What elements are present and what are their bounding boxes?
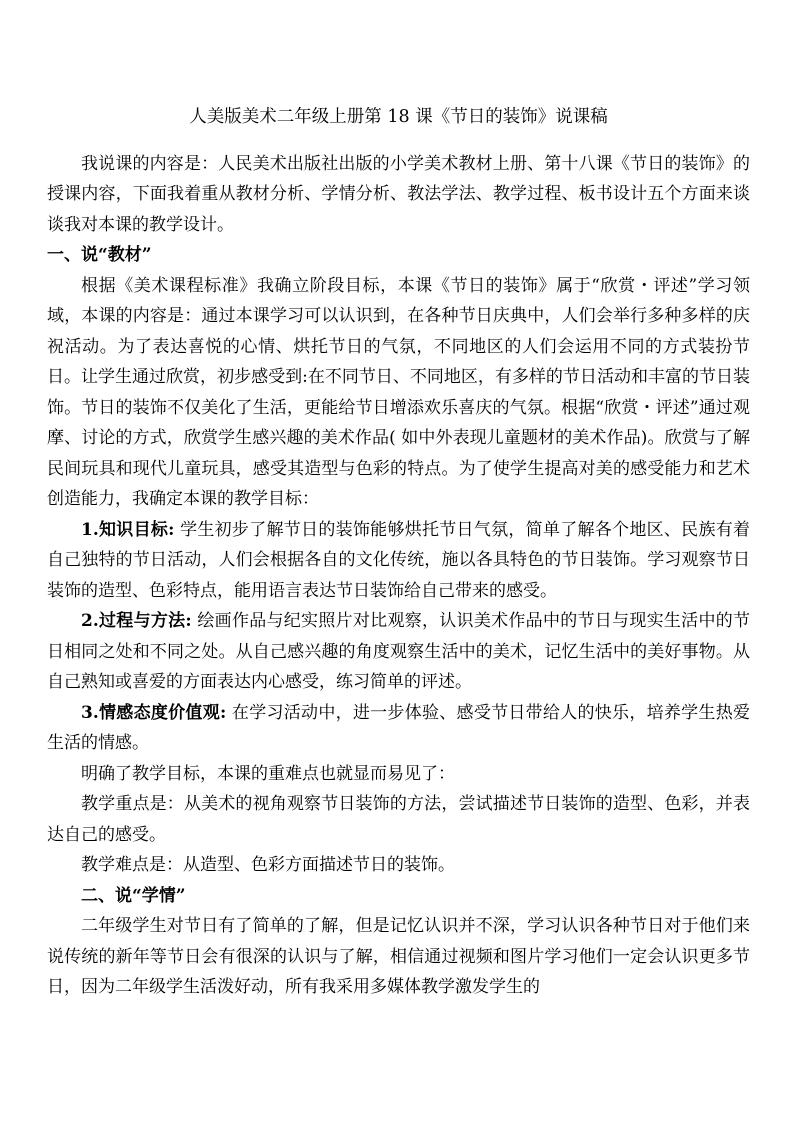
goal-1-lead: 1.知识目标: (81, 519, 175, 540)
goal-1-text: 学生初步了解节日的装饰能够烘托节日气氛，简单了解各个地区、民族有着自己独特的节日活动，人们会根据各自的文化传统，施以各具特色的节日装饰。学习观察节日装饰的造型、色彩特点，能用语言表达节日装饰给自己带来的感受。 (47, 519, 750, 601)
intro-paragraph: 我说课的内容是：人民美术出版社出版的小学美术教材上册、第十八课《节日的装饰》的授课内容，下面我着重从教材分析、学情分析、教法学法、教学过程、板书设计五个方面来谈谈我对本课的教学设计。 (47, 153, 750, 235)
section-2-heading: 二、说“学情” (81, 885, 186, 906)
goal-2-paragraph (47, 606, 750, 698)
section-2-paragraph: 二年级学生对节日有了简单的了解，但是记忆认识并不深，学习认识各种节日对于他们来说传统的新年等节日会有很深的认识与了解，相信通过视频和图片学习他们一定会认识更多节日，因为二年级学生活泼好动，所有我采用多媒体教学激发学生的 (47, 916, 750, 997)
goal-2-lead: 2.过程与方法: (81, 611, 192, 631)
goal-3-paragraph (47, 698, 750, 759)
clear-goals-paragraph: 明确了教学目标，本课的重难点也就显而易见了： (81, 763, 455, 784)
goal-3-text: 在学习活动中，进一步体验、感受节日带给人的快乐，培养学生热爱生活的情感。 (47, 702, 750, 753)
document-title: 人美版美术二年级上册第 18 课《节日的装饰》说课稿 (189, 107, 608, 127)
difficulty-paragraph: 教学难点是：从造型、色彩方面描述节日的装饰。 (81, 855, 455, 875)
key-point-paragraph: 教学重点是：从美术的视角观察节日装饰的方法，尝试描述节日装饰的造型、色彩，并表达自己的感受。 (47, 794, 750, 845)
goal-2-text: 绘画作品与纪实照片对比观察，认识美术作品中的节日与现实生活中的节日相同之处和不同之处。从自己感兴趣的角度观察生活中的美术，记忆生活中的美好事物。从自己熟知或喜爱的方面表达内心感受，练习简单的评述。 (47, 611, 751, 692)
section-1-heading: 一、说“教材” (47, 245, 152, 265)
section-1-paragraph: 根据《美术课程标准》我确立阶段目标，本课《节日的装饰》属于“欣赏・评述”学习领域，本课的内容是：通过本课学习可以认识到，在各种节日庆典中，人们会举行多种多样的庆祝活动。为了表达喜悦的心情、烘托节日的气氛，不同地区的人们会运用不同的方式装扮节日。让学生通过欣赏，初步感受到:在不同节日、不同地区，有多样的节日活动和丰富的节日装饰。节日的装饰不仅美化了生活，更能给节日增添欢乐喜庆的气氛。根据“欣赏・评述”通过观摩、讨论的方式，欣赏学生感兴趣的美术作品( 如中外表现儿童题材的美术作品)。欣赏与了解民间玩具和现代儿童玩具，感受其造型与色彩的特点。为了使学生提高对美的感受能力和艺术创造能力，我确定本课的教学目标： (47, 275, 750, 509)
goal-1-paragraph (47, 515, 750, 607)
goal-3-lead: 3.情感态度价值观: (81, 702, 227, 723)
